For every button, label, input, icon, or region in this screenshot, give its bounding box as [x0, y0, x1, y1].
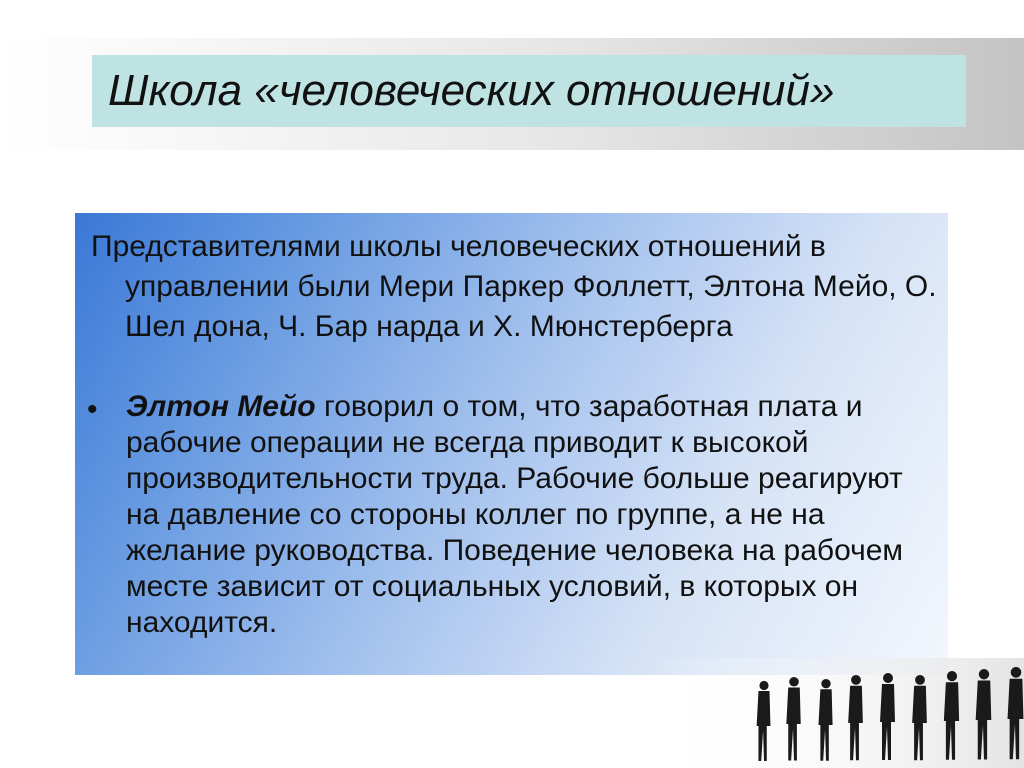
content-box [75, 213, 948, 675]
mayo-text: говорил о том, что заработная плата и рабочие операции не всегда приводит к высокой производительности труда. Рабочие больше реагируют на давление со стороны коллег по группе, а не на желание руководства. Поведение человека на рабочем месте зависит от социальных условий, в которых он находится. [126, 390, 904, 639]
mayo-name: Элтон Мейо [126, 390, 316, 423]
title-box [92, 55, 966, 127]
people-silhouettes-image [644, 658, 1024, 768]
slide-title: Школа «человеческих отношений» [108, 66, 835, 115]
mayo-paragraph [126, 389, 936, 641]
representatives-paragraph: Представителями школы человеческих отношений в управлении были Мери Паркер Фоллетт, Элтона Мейо, О. Шел дона, Ч. Бар нарда и Х. Мюнстерберга [91, 230, 937, 343]
mayo-bullet-item [87, 389, 937, 641]
bullet-marker: • [87, 393, 98, 426]
